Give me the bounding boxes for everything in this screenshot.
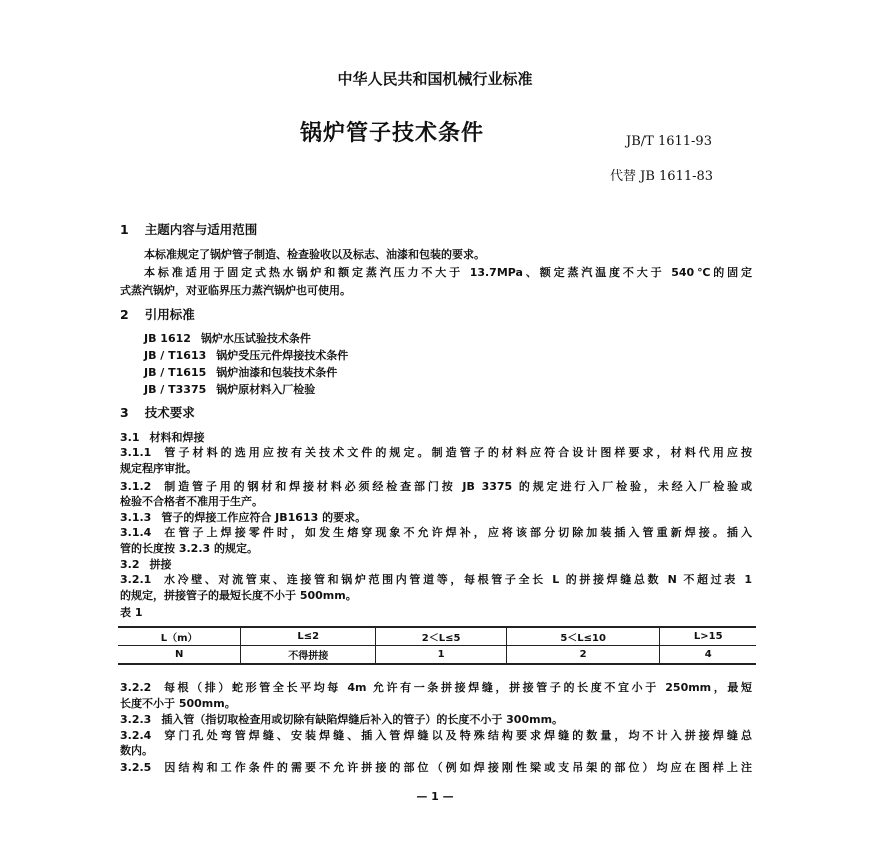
clause-number: 3.1.4: [120, 526, 152, 539]
section-title: 引用标准: [144, 307, 195, 322]
clause-text: 每根（排）蛇形管全长平均每 4m 允许有一条拼接焊缝，拼接管子的长度不宜小于 250mm，最短: [161, 681, 752, 694]
table-cell: L>15: [660, 627, 756, 646]
clause-number: 3.1.1: [120, 446, 152, 459]
clause-number: 3.2.4: [120, 729, 152, 742]
clause-3-1-2: [120, 480, 752, 494]
reference-item: [144, 349, 776, 363]
clause-text: 规定程序审批。: [120, 462, 197, 475]
table-row: [118, 646, 756, 665]
clause-text: 长度不小于 500mm。: [120, 697, 236, 710]
section-title: 主题内容与适用范围: [144, 222, 258, 237]
table-cell: L（m）: [118, 627, 241, 646]
reference-name: 锅炉油漆和包装技术条件: [216, 366, 338, 379]
reference-name: 锅炉水压试验技术条件: [200, 332, 311, 345]
clause-number: 3.2.2: [120, 681, 152, 694]
section-number: 2: [120, 307, 129, 322]
table-cell: 2＜L≤5: [376, 627, 507, 646]
clause-3-2-2: [120, 681, 752, 695]
table-cell: N: [118, 646, 241, 665]
clause-3-2-4: [120, 729, 752, 743]
clause-3-2-1: [120, 573, 752, 587]
section-2-heading: [120, 308, 752, 322]
paragraph: 本标准规定了锅炉管子制造、检查验收以及标志、油漆和包装的要求。: [144, 248, 485, 261]
table-header-row: [118, 627, 756, 646]
clause-text: 管的长度按 3.2.3 的规定。: [120, 542, 258, 555]
reference-code: JB / T3375: [144, 383, 207, 396]
table-cell: L≤2: [241, 627, 376, 646]
clause-3-1: [120, 431, 752, 445]
clause-number: 3.2.5: [120, 761, 152, 774]
page-number: — 1 —: [416, 790, 454, 803]
clause-3-2-5: [120, 761, 752, 775]
clause-title: 材料和焊接: [149, 431, 205, 444]
table-1: [118, 626, 756, 665]
clause-number: 3.1.2: [120, 480, 152, 493]
clause-text: 在管子上焊接零件时，如发生熔穿现象不允许焊补，应将该部分切除加装插入管重新焊接。插入: [161, 526, 752, 539]
paragraph: 式蒸汽锅炉，对亚临界压力蒸汽锅炉也可使用。: [120, 284, 351, 297]
reference-item: [144, 332, 776, 346]
clause-text: 数内。: [120, 744, 153, 757]
table-cell: 2: [506, 646, 660, 665]
reference-code: JB / T1613: [144, 349, 207, 362]
table-cell: 不得拼接: [241, 646, 376, 665]
clause-3-1-3: [120, 511, 752, 525]
clause-3-1-1: [120, 446, 752, 460]
section-1-heading: [120, 223, 752, 237]
clause-text: 制造管子用的钢材和焊接材料必须经检查部门按 JB 3375 的规定进行入厂检验，未经入厂检验或: [161, 480, 752, 493]
document-title: 锅炉管子技术条件: [300, 121, 485, 146]
standard-code: JB/T 1611-93: [626, 134, 712, 149]
table-caption: 表 1: [120, 606, 143, 619]
clause-title: 拼接: [149, 558, 172, 571]
clause-text: 管子材料的选用应按有关技术文件的规定。制造管子的材料应符合设计图样要求，材料代用应按: [161, 446, 752, 459]
clause-number: 3.2.3: [120, 713, 152, 726]
reference-code: JB / T1615: [144, 366, 207, 379]
table-cell: 5＜L≤10: [506, 627, 660, 646]
section-title: 技术要求: [144, 405, 195, 420]
clause-3-1-4: [120, 526, 752, 540]
clause-number: 3.1: [120, 431, 140, 444]
clause-number: 3.2: [120, 558, 140, 571]
clause-text: 穿门孔处弯管焊缝、安装焊缝、插入管焊缝以及特殊结构要求焊缝的数量，均不计入拼接焊缝总: [161, 729, 752, 742]
replaces-code: 代替 JB 1611-83: [610, 169, 714, 184]
clause-text: 检验不合格者不准用于生产。: [120, 495, 263, 508]
clause-text: 的规定，拼接管子的最短长度不小于 500mm。: [120, 589, 357, 602]
organization-heading: 中华人民共和国机械行业标准: [337, 70, 533, 88]
section-number: 3: [120, 405, 129, 420]
clause-number: 3.1.3: [120, 511, 152, 524]
reference-name: 锅炉受压元件焊接技术条件: [216, 349, 349, 362]
clause-text: 水冷壁、对流管束、连接管和锅炉范围内管道等，每根管子全长 L 的拼接焊缝总数 N 不超过表 1: [161, 573, 752, 586]
reference-item: [144, 366, 776, 380]
paragraph: 本标准适用于固定式热水锅炉和额定蒸汽压力不大于 13.7MPa、额定蒸汽温度不大于 540℃的固定: [144, 266, 752, 279]
clause-text: 因结构和工作条件的需要不允许拼接的部位（例如焊接刚性梁或支吊架的部位）均应在图样上注: [161, 761, 752, 774]
section-number: 1: [120, 222, 129, 237]
reference-code: JB 1612: [144, 332, 191, 345]
section-3-heading: [120, 406, 752, 420]
reference-name: 锅炉原材料入厂检验: [216, 383, 316, 396]
clause-text: 管子的焊接工作应符合 JB1613 的要求。: [161, 511, 367, 524]
table-cell: 4: [660, 646, 756, 665]
reference-item: [144, 383, 776, 397]
table-cell: 1: [376, 646, 507, 665]
clause-text: 插入管（指切取检查用或切除有缺陷焊缝后补入的管子）的长度不小于 300mm。: [161, 713, 564, 726]
clause-3-2-3: [120, 713, 752, 727]
clause-number: 3.2.1: [120, 573, 152, 586]
clause-3-2: [120, 558, 752, 572]
